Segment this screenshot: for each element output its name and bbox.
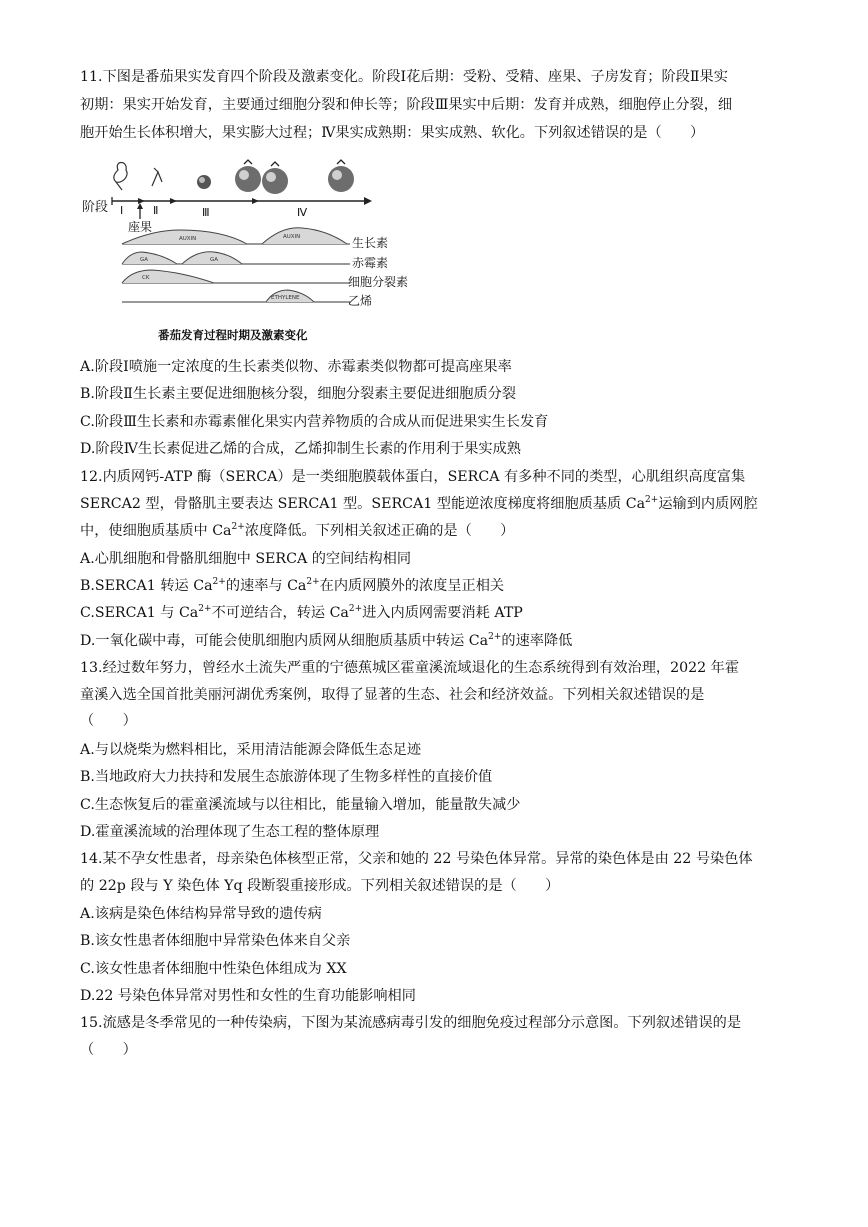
q12-option-c: C.SERCA1 与 $Ca^{2+}$不可逆结合，转运 $Ca^{2+}$进入内质网需要消耗 ATP [80, 604, 523, 621]
stage-I: Ⅰ [120, 204, 124, 217]
hormone-label-cytokinin: 细胞分裂素 [348, 275, 409, 289]
q13-stem-line-1: 13.经过数年努力，曾经水土流失严重的宁德蕉城区霍童溪流域退化的生态系统得到有效治理，2022 年霍 [80, 660, 740, 676]
q11-option-b: B.阶段Ⅱ生长素主要促进细胞核分裂，细胞分裂素主要促进细胞质分裂 [80, 386, 517, 402]
q14-option-a: A.该病是染色体结构异常导致的遗传病 [80, 906, 322, 922]
large-fruit-icon [235, 160, 261, 192]
figure-caption: 番茄发育过程时期及激素变化 [158, 328, 308, 342]
hormone-label-gibberellin: 赤霉素 [352, 256, 389, 270]
stage-II: Ⅱ [153, 204, 159, 217]
q13-stem-line-3: （ ） [80, 713, 137, 729]
ga-tag-2: GA [210, 257, 219, 263]
ripe-fruit-icon [328, 160, 354, 192]
q12-option-b: B.SERCA1 转运 $Ca^{2+}$的速率与 $Ca^{2+}$在内质网膜外的浓度呈正相关 [80, 577, 505, 594]
ck-tag: CK [142, 275, 150, 281]
q11-option-a: A.阶段Ⅰ喷施一定浓度的生长素类似物、赤霉素类似物都可提高座果率 [80, 359, 512, 375]
stage-IV: Ⅳ [297, 206, 308, 219]
fruit-set-label: 座果 [128, 220, 153, 234]
hormone-label-ethylene: 乙烯 [348, 294, 373, 308]
q12-stem-line-3: 中，使细胞质基质中 $Ca^{2+}$浓度降低。下列相关叙述正确的是（ ） [80, 522, 515, 539]
auxin-tag-1: AUXIN [179, 236, 197, 242]
ga-tag-1: GA [140, 257, 149, 263]
q13-option-c: C.生态恢复后的霍童溪流域与以往相比，能量输入增加，能量散失减少 [80, 797, 521, 813]
q11-stem-line-2: 初期：果实开始发育，主要通过细胞分裂和伸长等；阶段Ⅲ果实中后期：发育并成熟，细胞停止分裂，细 [80, 97, 733, 113]
q14-stem-line-2: 的 22p 段与 Y 染色体 Yq 段断裂重接形成。下列相关叙述错误的是（ ） [80, 878, 560, 894]
q13-option-b: B.当地政府大力扶持和发展生态旅游体现了生物多样性的直接价值 [80, 769, 493, 785]
small-fruit-icon [197, 175, 211, 189]
auxin-tag-2: AUXIN [283, 234, 301, 240]
large-fruit-icon [262, 162, 288, 194]
q15-stem-line-2: （ ） [80, 1042, 137, 1058]
tomato-hormone-figure [82, 158, 422, 348]
q12-option-d: D.一氧化碳中毒，可能会使肌细胞内质网从细胞质基质中转运 $Ca^{2+}$的速率降低 [80, 632, 573, 649]
q11-stem-line-3: 胞开始生长体积增大，果实膨大过程；Ⅳ果实成熟期：果实成熟、软化。下列叙述错误的是（ ） [80, 125, 705, 141]
stage-III: Ⅲ [202, 206, 210, 219]
q13-stem-line-2: 童溪入选全国首批美丽河湖优秀案例，取得了显著的生态、社会和经济效益。下列相关叙述错误的是 [80, 687, 705, 703]
q12-stem-line-1: 12.内质网钙-ATP 酶（SERCA）是一类细胞膜载体蛋白，SERCA 有多种不同的类型，心肌组织高度富集 [80, 469, 746, 485]
q14-stem-line-1: 14.某不孕女性患者，母亲染色体核型正常，父亲和她的 22 号染色体异常。异常的染色体是由 22 号染色体 [80, 851, 753, 867]
q12-stem-line-2: SERCA2 型，骨骼肌主要表达 SERCA1 型。SERCA1 型能逆浓度梯度将细胞质基质 $Ca^{2+}$运输到内质网腔 [80, 495, 758, 512]
flower-icon [114, 163, 127, 191]
q11-option-c: C.阶段Ⅲ生长素和赤霉素催化果实内营养物质的合成从而促进果实生长发育 [80, 414, 549, 430]
stage-label: 阶段 [82, 200, 109, 215]
hormone-label-auxin: 生长素 [352, 236, 389, 250]
q14-option-c: C.该女性患者体细胞中性染色体组成为 XX [80, 961, 347, 977]
q14-option-d: D.22 号染色体异常对男性和女性的生育功能影响相同 [80, 988, 416, 1004]
q11-stem-line-1: 11.下图是番茄果实发育四个阶段及激素变化。阶段Ⅰ花后期：受粉、受精、座果、子房发育；阶段Ⅱ果实 [80, 69, 728, 85]
q13-option-a: A.与以烧柴为燃料相比，采用清洁能源会降低生态足迹 [80, 742, 422, 758]
q11-option-d: D.阶段Ⅳ生长素促进乙烯的合成，乙烯抑制生长素的作用利于果实成熟 [80, 441, 521, 457]
bud-icon [152, 168, 162, 186]
ethylene-tag: ETHYLENE [271, 295, 300, 301]
q12-option-a: A.心肌细胞和骨骼肌细胞中 SERCA 的空间结构相同 [80, 551, 412, 567]
q13-option-d: D.霍童溪流域的治理体现了生态工程的整体原理 [80, 824, 380, 840]
q15-stem-line-1: 15.流感是冬季常见的一种传染病，下图为某流感病毒引发的细胞免疫过程部分示意图。下列叙述错误的是 [80, 1015, 742, 1031]
q14-option-b: B.该女性患者体细胞中异常染色体来自父亲 [80, 933, 351, 949]
